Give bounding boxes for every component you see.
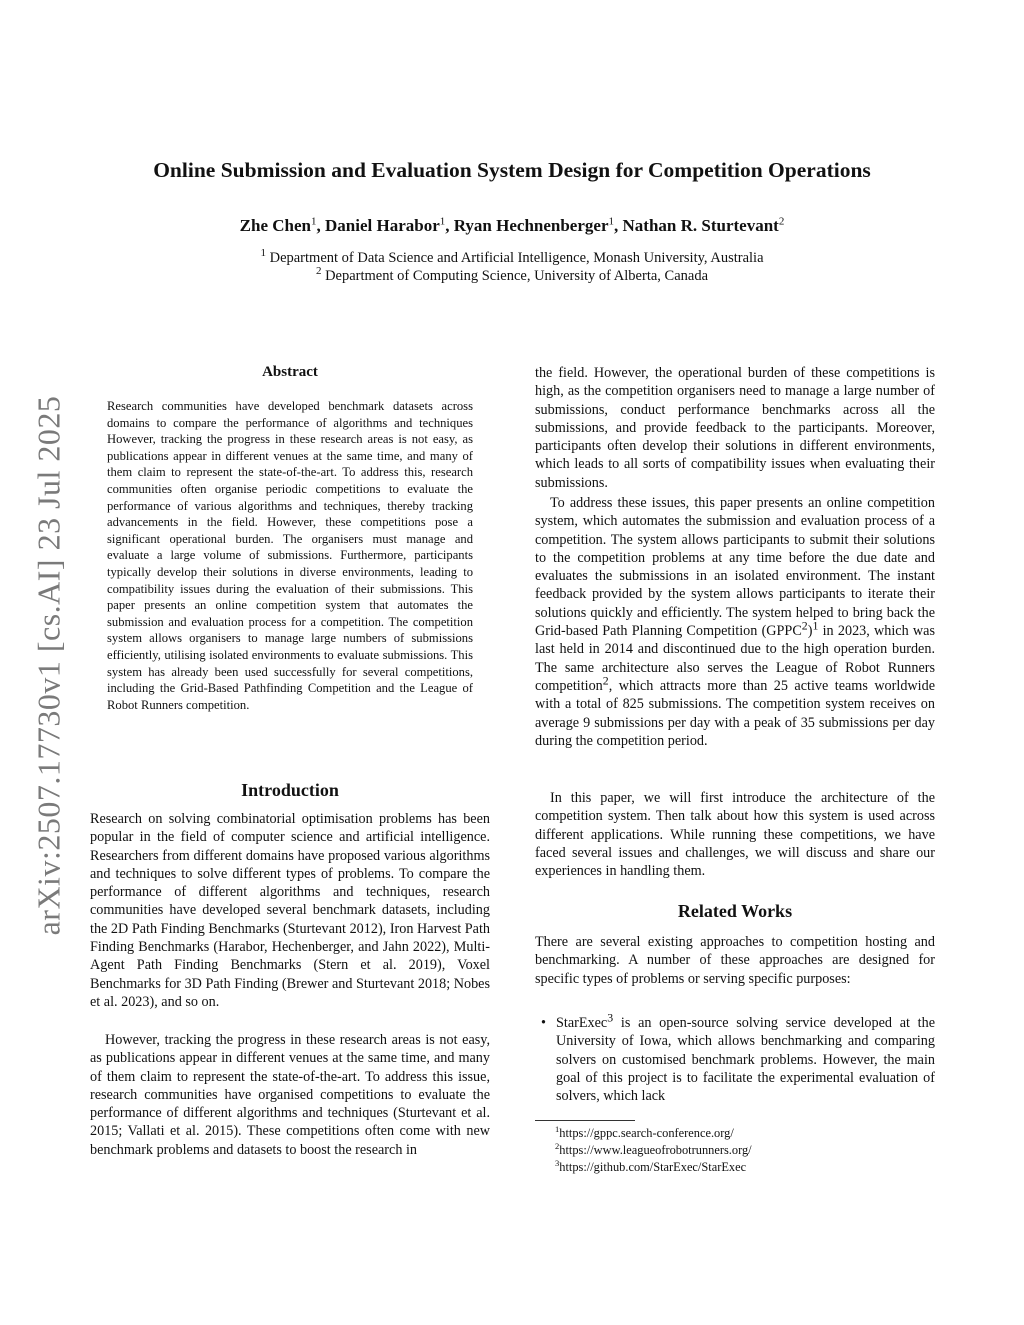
arxiv-id-text: arXiv:2507.17730v1 [cs.AI] 23 Jul 2025 xyxy=(30,395,67,935)
footnote-number: 1 xyxy=(555,1123,560,1134)
abstract-body: Research communities have developed benchmark datasets across domains to compare the performance of algorithms and techniques However, tracking the progress in these research areas is not easy, as publications appear in different venues at the same time, and many of them claim to represent the state-of-the-art. To address this, research communities often organise periodic competitions to evaluate the performance of various algorithms and techniques, thereby tracking advancements in the field. However, these competitions pose a significant operational burden. The organisers must manage and evaluate a large volume of submissions. Furthermore, participants typically develop their solutions in diverse environments, leading to compatibility issues during the evaluation of their submissions. This paper presents an online competition system that automates the submission and evaluation process for a competition. The competition system allows organisers to manage large numbers of submissions efficiently, utilising isolated environments to evaluate submissions. This system has already been used successfully for several competitions, including the Grid-Based Pathfinding Competition and the League of Robot Runners competition. xyxy=(107,399,473,712)
author-affiliation-mark: 1 xyxy=(439,215,446,228)
author-separator: , xyxy=(614,216,623,235)
author-name: Daniel Harabor xyxy=(325,216,440,235)
affiliation-1 xyxy=(60,247,964,267)
author-list xyxy=(60,216,964,236)
list-item xyxy=(535,1010,935,1105)
footnote-url: https://gppc.search-conference.org/ xyxy=(559,1126,734,1140)
related-works-paragraph-1: There are several existing approaches to competition hosting and benchmarking. A number of these approaches are designed for specific types of problems or serving specific purposes: xyxy=(535,934,935,987)
author-name: Nathan R. Sturtevant xyxy=(622,216,779,235)
footnote-1 xyxy=(555,1123,734,1141)
related-works-list xyxy=(535,1010,935,1105)
author-name: Ryan Hechnenberger xyxy=(453,216,609,235)
author-name: Zhe Chen xyxy=(239,216,311,235)
footnote-url: https://github.com/StarExec/StarExec xyxy=(559,1160,747,1174)
list-item-text: StarExec xyxy=(556,1015,608,1031)
paragraph-text: , which attracts more than 25 active teams worldwide with a total of 825 submissions. The competition system receives on average 9 submissions per day with a peak of 35 submissions per day during the competition period. xyxy=(535,677,935,749)
author-affiliation-mark: 1 xyxy=(311,215,317,228)
paragraph-text: To address these issues, this paper presents an online competition system, which automates the submission and evaluation process of a competition. The system allows participants to submit their solutions to the competition problems at any time before the due date and evaluates the submissions in an isolated environment. The instant feedback provided by the system allows participants to iterate their solutions quickly and efficiently. The system helped to bring back the Grid-based Path Planning Competition (GPPC xyxy=(535,495,935,640)
introduction-paragraph-2: However, tracking the progress in these research areas is not easy, as publications appear in different venues at the same time, and many of them claim to represent the state-of-the-art. To address this issue, research communities have organised competitions to evaluate the performance of different algorithms and techniques (Sturtevant et al. 2015; Vallati et al. 2015). These competitions often come with new benchmark problems and datasets to boost the research in xyxy=(90,1032,490,1158)
affiliation-text: Department of Computing Science, University of Alberta, Canada xyxy=(325,268,709,284)
author-affiliation-mark: 1 xyxy=(608,215,614,228)
affiliation-text: Department of Data Science and Artificial Intelligence, Monash University, Australia xyxy=(269,250,764,266)
introduction-heading: Introduction xyxy=(241,780,339,800)
related-works-heading: Related Works xyxy=(677,901,793,921)
introduction-paragraph-4 xyxy=(535,494,935,750)
footnote-2 xyxy=(555,1140,752,1158)
paragraph-text: ) xyxy=(807,623,813,640)
footnote-url: https://www.leagueofrobotrunners.org/ xyxy=(559,1143,752,1157)
footnote-mark: 2 xyxy=(801,618,808,633)
footnote-number: 3 xyxy=(555,1157,560,1168)
arxiv-identifier-stamp xyxy=(18,380,80,950)
introduction-paragraph-5: In this paper, we will first introduce the architecture of the competition system. Then talk about how this system is used across different applications. While running these competitions, we have faced several issues and challenges, we will discuss and share our experiences in handling them. xyxy=(535,790,935,880)
footnote-number: 2 xyxy=(555,1140,560,1151)
footnote-3 xyxy=(555,1157,747,1175)
footnote-divider xyxy=(535,1120,635,1121)
paragraph-text: in 2023, which was last held in 2014 and discontinued due to the high operation burden. The same architecture also serves the League of Robot Runners competition xyxy=(535,623,935,694)
affiliation-number: 2 xyxy=(315,265,322,278)
author-separator: , xyxy=(445,216,454,235)
introduction-paragraph-1: Research on solving combinatorial optimisation problems has been popular in the field of computer science and artificial intelligence. Researchers from different domains have proposed various algorithms and techniques to solve different types of problems. To compare the performance of different algorithms and techniques, research communities have developed several benchmark datasets, including the 2D Path Finding Benchmarks (Sturtevant 2012), Iron Harvest Path Finding Benchmarks (Harabor, Hechenberger, and Jahn 2022), Multi-Agent Path Finding Benchmarks (Stern et al. 2019), Voxel Benchmarks for 3D Path Finding (Brewer and Sturtevant 2018; Nobes et al. 2023), and so on. xyxy=(90,811,490,1010)
author-affiliation-mark: 2 xyxy=(778,215,785,228)
author-separator: , xyxy=(316,216,325,235)
footnote-mark: 3 xyxy=(607,1010,614,1025)
paper-title: Online Submission and Evaluation System Design for Competition Operations xyxy=(153,158,871,182)
footnote-mark: 1 xyxy=(812,618,819,633)
footnote-mark: 2 xyxy=(602,673,609,688)
introduction-paragraph-3: the field. However, the operational burden of these competitions is high, as the competition organisers need to manage a large number of submissions, conduct performance benchmarks across all the submissions, and provide feedback to the participants. Moreover, participants often develop their solutions in different environments, which leads to all sorts of compatibility issues when evaluating their submissions. xyxy=(535,365,935,491)
affiliation-number: 1 xyxy=(260,247,266,260)
affiliation-2 xyxy=(60,265,964,285)
list-item-text: is an open-source solving service developed at the University of Iowa, which allows benchmarking and comparing solvers on customised benchmark problems. However, the main goal of this project is to facilitate the experimental evaluation of solvers, which lack xyxy=(556,1015,935,1105)
abstract-heading: Abstract xyxy=(262,364,318,380)
